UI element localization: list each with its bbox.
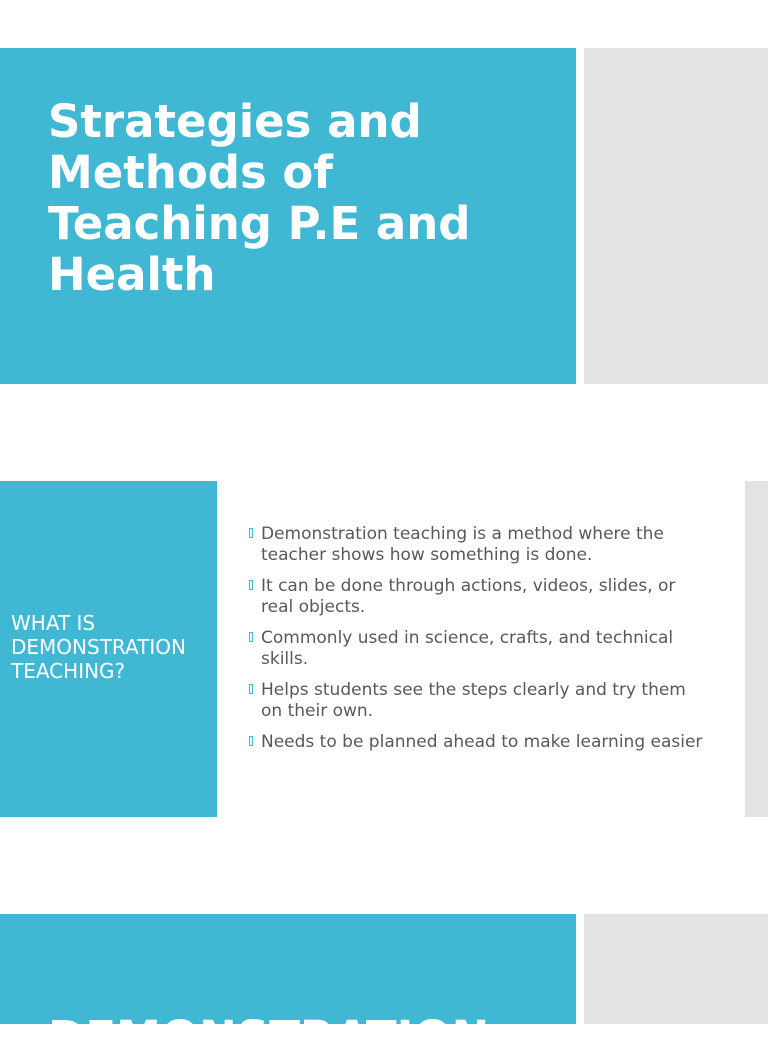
bullet-text: Needs to be planned ahead to make learning easier	[261, 732, 703, 752]
bullet-marker-icon	[249, 528, 253, 538]
bullet-marker-icon	[249, 580, 253, 590]
heading-panel	[0, 481, 217, 817]
bullet-item	[247, 732, 707, 753]
bullet-item	[247, 576, 707, 618]
side-panel	[584, 48, 768, 384]
bullet-marker-icon	[249, 632, 253, 642]
bullet-item	[247, 628, 707, 670]
bullet-marker-icon	[249, 736, 253, 746]
slide-title	[0, 48, 768, 384]
bullet-text: Helps students see the steps clearly and try them on their own.	[261, 680, 686, 721]
bullet-text: Commonly used in science, crafts, and technical skills.	[261, 628, 674, 669]
title-panel	[0, 914, 576, 1064]
bullet-marker-icon	[249, 684, 253, 694]
side-panel	[584, 914, 768, 1024]
bullet-item	[247, 680, 707, 722]
slide-title-text: Strategies and Methods of Teaching P.E and Health	[48, 95, 471, 301]
bullet-text: It can be done through actions, videos, slides, or real objects.	[261, 576, 676, 617]
bullet-list	[247, 524, 707, 763]
side-panel	[745, 481, 768, 817]
slide-title-text: DEMONSTRATION	[48, 1011, 490, 1064]
bullet-item	[247, 524, 707, 566]
section-heading: WHAT IS DEMONSTRATION TEACHING?	[11, 611, 186, 683]
slide-demonstration	[0, 914, 768, 1064]
title-panel	[0, 48, 576, 384]
bullet-text: Demonstration teaching is a method where the teacher shows how something is done.	[261, 524, 664, 565]
slide-demonstration-teaching	[0, 481, 768, 817]
